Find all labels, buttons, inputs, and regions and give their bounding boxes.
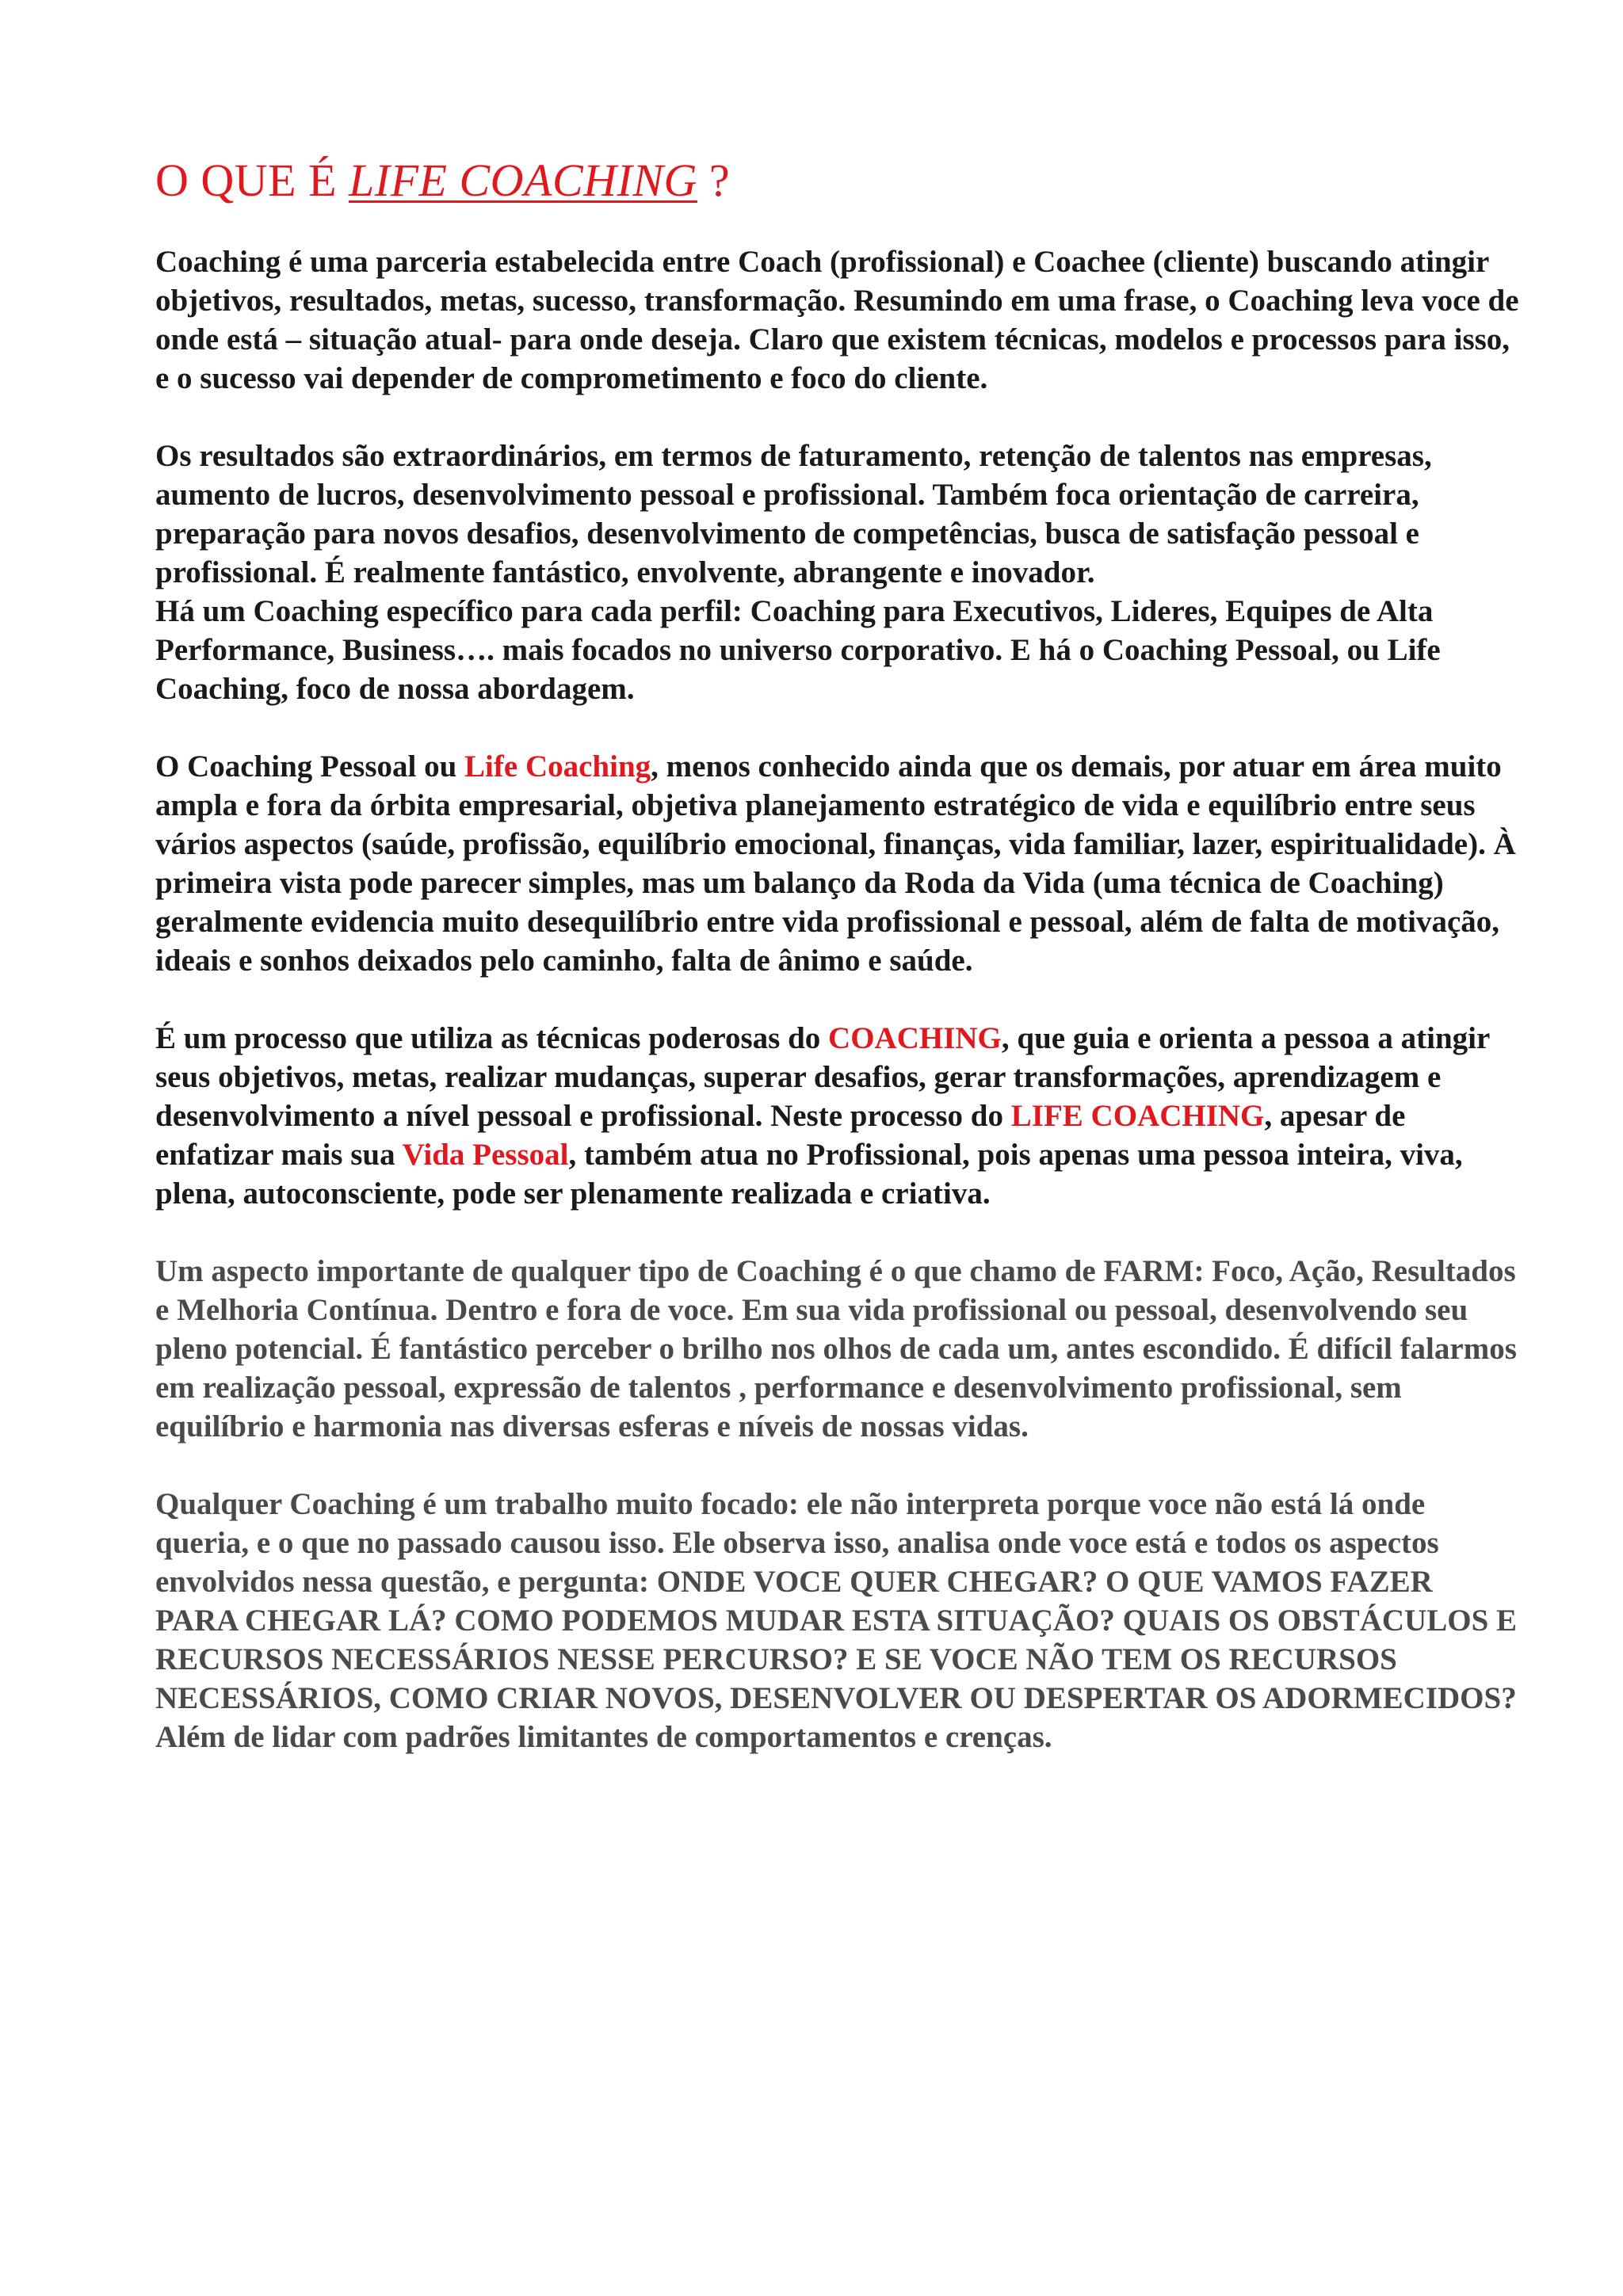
paragraph-coaching-profiles: Há um Coaching específico para cada perfil: Coaching para Executivos, Lideres, Equipes de Alta Performance, Business…. mais focados no universo corporativo. E há o Coaching Pessoal, ou Life Coaching, foco de nossa abordagem. [155,593,1441,706]
title-emphasis: LIFE COACHING [349,154,697,206]
paragraph-coaching-definition: Coaching é uma parceria estabelecida entre Coach (profissional) e Coachee (cliente) buscando atingir objetivos, resultados, metas, sucesso, transformação. Resumindo em uma frase, o Coaching leva voce de onde está – situação atual- para onde deseja. Claro que existem técnicas, modelos e processos para isso, e o sucesso vai depender de comprometimento e foco do cliente. [155,244,1519,395]
title-prefix: O QUE É [155,154,349,206]
text-run: , que guia e orienta a pessoa a atingir seus objetivos, metas, realizar mudanças, superar desafios, gerar transformações, aprendizagem e desenvolvimento a nível pessoal e profissional. Neste processo do [155,1020,1490,1133]
paragraph-gap [155,980,1520,1019]
text-run: É um processo que utiliza as técnicas poderosas do [155,1020,829,1055]
text-run: , também atua no Profissional, pois apenas uma pessoa inteira, viva, plena, autoconsciente, pode ser plenamente realizada e criativa. [155,1137,1463,1211]
highlight-coaching: COACHING [828,1020,1002,1055]
paragraph-limiting-patterns: Além de lidar com padrões limitantes de comportamentos e crenças. [155,1719,1052,1754]
text-run: O Coaching Pessoal ou [155,749,465,784]
highlight-life-coaching: Life Coaching [464,749,651,784]
page-title [155,155,1520,206]
text-run: , menos conhecido ainda que os demais, por atuar em área muito ampla e fora da órbita empresarial, objetiva planejamento estratégico de vida e equilíbrio entre seus vários aspectos (saúde, profissão, equilíbrio emocional, finanças, vida familiar, lazer, espiritualidade). À primeira vista pode parecer simples, mas um balanço da Roda da Vida (uma técnica de Coaching) geralmente evidencia muito desequilíbrio entre vida profissional e pessoal, além de falta de motivação, ideais e sonhos deixados pelo caminho, falta de ânimo e saúde. [155,749,1516,978]
paragraph-results: Os resultados são extraordinários, em termos de faturamento, retenção de talentos nas empresas, aumento de lucros, desenvolvimento pessoal e profissional. Também foca orientação de carreira, preparação para novos desafios, desenvolvimento de competências, busca de satisfação pessoal e profissional. É realmente fantástico, envolvente, abrangente e inovador. [155,438,1432,589]
paragraph-gap [155,398,1520,437]
text-run: , apesar de enfatizar mais sua [155,1098,1406,1172]
highlight-vida-pessoal: Vida Pessoal [402,1137,569,1172]
paragraph-farm: Um aspecto importante de qualquer tipo de Coaching é o que chamo de FARM: Foco, Ação, Resultados e Melhoria Contínua. Dentro e fora de voce. Em sua vida profissional ou pessoal, desenvolvendo seu pleno potencial. É fantástico perceber o brilho nos olhos de cada um, antes escondido. É difícil falarmos em realização pessoal, expressão de talentos , performance e desenvolvimento profissional, sem equilíbrio e harmonia nas diversas esferas e níveis de nossas vidas. [155,1253,1517,1444]
title-suffix: ? [697,154,731,206]
paragraph-focused-work: Qualquer Coaching é um trabalho muito focado: ele não interpreta porque voce não está lá onde queria, e o que no passado causou isso. Ele observa isso, analisa onde voce está e todos os aspectos envolvidos nessa questão, e pergunta: ONDE VOCE QUER CHEGAR? O QUE VAMOS FAZER PARA CHEGAR LÁ? COMO PODEMOS MUDAR ESTA SITUAÇÃO? QUAIS OS OBSTÁCULOS E RECURSOS NECESSÁRIOS NESSE PERCURSO? E SE VOCE NÃO TEM OS RECURSOS NECESSÁRIOS, COMO CRIAR NOVOS, DESENVOLVER OU DESPERTAR OS ADORMECIDOS? [155,1486,1518,1715]
paragraph-life-coaching [155,747,1520,980]
paragraph-gap [155,708,1520,747]
highlight-life-coaching-caps: LIFE COACHING [1010,1098,1265,1133]
paragraph-process [155,1019,1520,1213]
paragraph-gap [155,1213,1520,1252]
paragraph-gap [155,1446,1520,1485]
